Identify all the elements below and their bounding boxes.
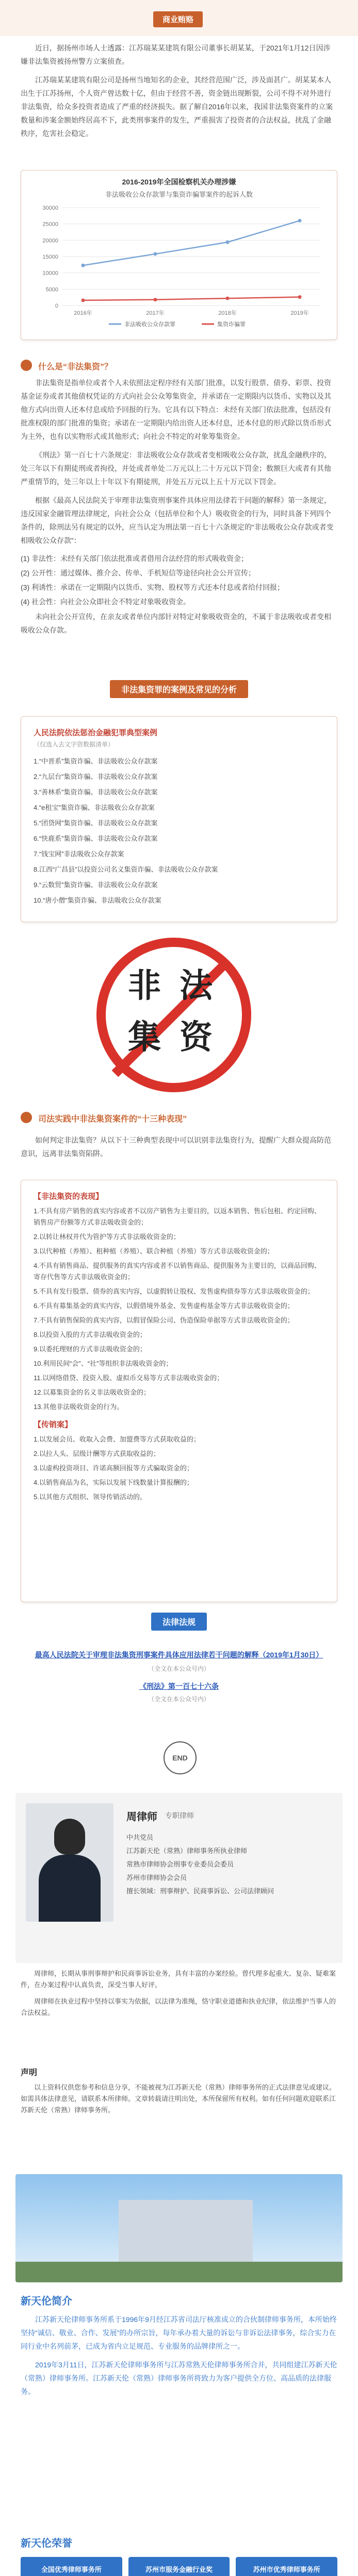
list-item: (3) 利诱性：承诺在一定期限内以货币、实物、股权等方式还本付息或者给付回报； — [21, 583, 284, 591]
bullet-icon — [21, 360, 32, 371]
list-item: 中共党员 — [126, 1834, 154, 1841]
x-tick-label: 2017年 — [146, 310, 165, 316]
list-item: 12.以募集资金的名义非法吸收资金的； — [34, 1388, 151, 1396]
list-item: 4.不具有销售商品、提供服务的真实内容或者不以销售商品、提供服务为主要目的，以商品回购、寄存代售等方式非法吸收资金的； — [34, 1262, 321, 1281]
office-banner — [15, 2174, 343, 2282]
list-item: 9.以委托理财的方式非法吸收资金的； — [34, 1345, 147, 1353]
x-tick-label: 2019年 — [290, 310, 309, 316]
list-item: 1.“中晋系”集资诈骗、非法吸收公众存款案 — [34, 757, 158, 765]
list-item: (4) 社会性：向社会公众即社会不特定对象吸收资金。 — [21, 598, 190, 606]
data-point — [298, 295, 302, 299]
lawyer-bio — [0, 1968, 358, 2066]
law-sub-1: （全文在本公众号内） — [148, 1665, 210, 1672]
series-line — [83, 297, 300, 300]
stamp-chars — [121, 962, 224, 1065]
pyramid-list — [34, 1434, 324, 1503]
bullet-icon — [21, 1112, 32, 1123]
list-item: 10.“唐小僧”集资诈骗、非法吸收公众存款案 — [34, 896, 161, 904]
list-item: 3.以虚构投资项目、许诺高额回报等方式骗取资金的； — [34, 1464, 193, 1472]
list-item: 8.江西“广昌县”以投资公司名义集资诈骗、非法吸收公众存款案 — [34, 866, 218, 873]
lawyer-bio-1: 周律师，长期从事刑事辩护和民商事诉讼业务，具有丰富的办案经验。曾代理多起重大、复杂、疑难案件，在办案过程中认真负责，深受当事人好评。 — [21, 1970, 336, 1989]
section-2-title: 什么是“非法集资”？ — [38, 363, 113, 371]
list-item: 8.以投资入股的方式非法吸收资金的； — [34, 1331, 147, 1338]
s4-para-1: 如何判定非法集资？从以下十三种典型表现中可以识别非法集资行为，提醒广大群众提高防范意识，远离非法集资陷阱。 — [21, 1136, 331, 1158]
stamp-char: 法 — [180, 967, 213, 1004]
x-tick-label: 2018年 — [218, 310, 237, 316]
intro-para-2: 江苏瑞某某建筑有限公司是扬州当地知名的企业，其经营范围广泛，涉及面甚广。胡某某本人出生于江苏扬州，个人资产曾达数十亿，但由于经营不善，资金链出现断裂，公司不得不对外进行非法集资，给众多投资者造成了严重的经济损失。据了解自2016年以来，我国非法集资案件的立案数量和涉案金额始终居高不下，此类刑事案件的发生，严重损害了投资者的合法权益，扰乱了金融秩序，危害社会稳定。 — [21, 76, 333, 138]
about-section — [0, 2293, 358, 2530]
honor-badge: 苏州市优秀律师事务所 — [236, 2557, 337, 2576]
building-icon — [119, 2200, 253, 2267]
list-item: 5.以其他方式组织、领导传销活动的。 — [34, 1493, 147, 1501]
law-link-1[interactable]: 最高人民法院关于审理非法集资刑事案件具体应用法律若干问题的解释（2019年1月30日） — [35, 1651, 323, 1659]
list-item: 2.以拉人头、层级计酬等方式获取收益的； — [34, 1450, 160, 1458]
ground-icon — [15, 2262, 343, 2282]
case-card-sub: （仅选入去文字资数据清单） — [34, 741, 115, 748]
manifestation-list — [34, 1206, 324, 1413]
data-point — [226, 297, 230, 300]
list-item: 4.以销售商品为名，实际以发展下线数量计算报酬的； — [34, 1479, 193, 1486]
s2-list — [21, 552, 337, 608]
law-link-2[interactable]: 《刑法》第一百七十六条 — [139, 1682, 219, 1690]
lawyer-photo — [26, 1803, 113, 1922]
lawyer-title: 专职律师 — [165, 1811, 194, 1820]
list-item: 13.其他非法吸收资金的行为。 — [34, 1403, 124, 1411]
section-3-title: 非法集资罪的案例及常见的分析 — [110, 680, 248, 698]
list-item: 9.“云数贸”集资诈骗、非法吸收公众存款案 — [34, 881, 158, 889]
series-line — [83, 221, 300, 265]
stamp-char: 集 — [128, 1019, 161, 1056]
list-item: 苏州市律师协会会员 — [126, 1874, 187, 1882]
list-item: 10.利用民间“会”、“社”等组织非法吸收资金的； — [34, 1360, 173, 1367]
list-item: 1.以发展会员、收取入会费、加盟费等方式获取收益的； — [34, 1435, 200, 1443]
list-item: 1.不具有房产销售的真实内容或者不以房产销售为主要目的，以返本销售、售后包租、约定回购、销售房产份额等方式非法吸收资金的； — [34, 1207, 321, 1226]
list-item: 5.“团贷网”集资诈骗、非法吸收公众存款案 — [34, 819, 158, 827]
about-para-2: 2019年3月11日，江苏新天伦律师事务所与江苏常熟天伦律师事务所合并，共同组建江苏新天伦（常熟）律师事务所。江苏新天伦（常熟）律师事务所将致力为客户提供全方位、高品质的法律服务。 — [21, 2361, 337, 2396]
prohibition-sign-icon — [96, 938, 251, 1092]
s4-subhead: 【非法集资的表现】 — [34, 1192, 104, 1201]
data-point — [226, 241, 230, 244]
list-item: 6.“快鹿系”集资诈骗、非法吸收公众存款案 — [34, 835, 158, 842]
avatar-head-icon — [54, 1819, 85, 1855]
list-item: 5.不具有发行股票、债券的真实内容，以虚假转让股权、发售虚构债券等方式非法吸收资金的； — [34, 1287, 314, 1295]
list-item: 江苏新天伦（常熟）律师事务所执业律师 — [126, 1847, 248, 1855]
list-item: 4.“e租宝”集资诈骗、非法吸收公众存款案 — [34, 804, 155, 811]
y-tick-label: 20000 — [42, 238, 58, 244]
section-4-title: 司法实践中非法集资案件的“十三种表现” — [38, 1115, 187, 1124]
section-2-title-bar — [21, 355, 337, 376]
s2-para-3: 根据《最高人民法院关于审理非法集资刑事案件具体应用法律若干问题的解释》第一条规定，违反国家金融管理法律规定，向社会公众（包括单位和个人）吸收资金的行为，同时具备下列四个条件的，除刑法另有规定的以外，应当认定为刑法第一百七十六条规定的“非法吸收公众存款或者变相吸收公众存款”： — [21, 496, 334, 545]
x-tick-label: 2016年 — [74, 310, 92, 316]
section-3-header — [0, 680, 358, 711]
avatar-suit-icon — [39, 1855, 101, 1922]
y-tick-label: 10000 — [42, 270, 58, 277]
honor-badge: 全国优秀律师事务所 — [21, 2557, 122, 2576]
section-5-header — [0, 1613, 358, 1643]
data-point — [82, 264, 85, 267]
lawyer-bio-2: 周律师在执业过程中坚持以事实为依据，以法律为准绳，恪守职业道德和执业纪律，依法维护当事人的合法权益。 — [21, 1997, 336, 2016]
section-what-is — [0, 355, 358, 665]
line-chart — [21, 197, 338, 336]
section-4-intro — [0, 1133, 358, 1180]
law-links — [0, 1649, 358, 1726]
case-card — [21, 716, 337, 922]
disclaimer-title: 声明 — [21, 2069, 38, 2077]
list-item: 3.以代种植（养殖）、租种植（养殖）、联合种植（养殖）等方式非法吸收资金的； — [34, 1247, 274, 1255]
intro-section — [0, 41, 358, 165]
list-item: 常熟市律师协会刑事专业委员会委员 — [126, 1860, 234, 1868]
end-label: END — [164, 1741, 197, 1774]
case-card-heading: 人民法院依法惩治金融犯罪典型案例 — [34, 728, 158, 737]
law-sub-2: （全文在本公众号内） — [148, 1696, 210, 1703]
list-item: 2.“九层台”集资诈骗、非法吸收公众存款案 — [34, 773, 158, 781]
case-list — [34, 754, 324, 908]
list-item: 2.以转让林权并代为管护等方式非法吸收资金的； — [34, 1233, 180, 1241]
chart-title: 2016-2019年全国检察机关办理涉嫌 — [122, 178, 236, 186]
list-item: 11.以网络借贷、投资入股、虚拟币交易等方式非法吸收资金的； — [34, 1374, 224, 1382]
y-tick-label: 15000 — [42, 254, 58, 260]
about-para-1: 江苏新天伦律师事务所系于1996年9月经江苏省司法厅核准成立的合伙制律师事务所，本所始终坚持“诚信、敬业、合作、发展”的办所宗旨，每年承办着大量的诉讼与非诉讼法律事务，综合实力在同行业中名列前茅，已成为省内立足规范、专业服务的品牌律所之一。 — [21, 2315, 337, 2350]
s2-para-2: 《刑法》第一百七十六条规定：非法吸收公众存款或者变相吸收公众存款，扰乱金融秩序的，处三年以下有期徒刑或者拘役，并处或者单处二万元以上二十万元以下罚金；数额巨大或者有其他严重情节的，处三年以上十年以下有期徒刑，并处五万元以上五十万元以下罚金。 — [21, 451, 331, 486]
stamp-char: 资 — [180, 1019, 213, 1056]
section-5-title: 法律法规 — [151, 1613, 207, 1631]
honor-grid — [21, 2557, 337, 2576]
list-item: 6.不具有募集基金的真实内容，以假借境外基金、发售虚构基金等方式非法吸收资金的； — [34, 1302, 294, 1310]
legend-label: 集资诈骗罪 — [217, 321, 246, 328]
header-badge: 商业贿赂 — [153, 11, 203, 27]
s2-para-1: 非法集资是指单位或者个人未依照法定程序经有关部门批准，以发行股票、债券、彩票、投资基金证券或者其他债权凭证的方式向社会公众筹集资金，并承诺在一定期限内以货币、实物以及其他方式向出资人还本付息或给予回报的行为。它具有以下特点：未经有关部门依法批准，包括没有批准权限的部门批准的集资；承诺在一定期限内给出资人还本付息，还本付息的形式除以货币形式为主外，也有以实物形式或其他形式；向社会不特定的对象筹集资金。 — [21, 379, 331, 440]
legend-label: 非法吸收公众存款罪 — [124, 321, 175, 328]
honor-badge: 苏州市服务金融行业奖 — [128, 2557, 230, 2576]
lawyer-card — [15, 1793, 343, 1963]
list-item: 7.“钱宝网”非法吸收公众存款案 — [34, 850, 124, 858]
data-point — [154, 252, 157, 256]
list-item: (1) 非法性：未经有关部门依法批准或者借用合法经营的形式吸收资金； — [21, 554, 248, 563]
list-item: 3.“善林系”集资诈骗、非法吸收公众存款案 — [34, 788, 158, 796]
header-band — [0, 0, 358, 36]
y-tick-label: 0 — [55, 303, 58, 309]
y-tick-label: 5000 — [45, 286, 58, 293]
stamp-char: 非 — [128, 967, 161, 1004]
y-tick-label: 30000 — [42, 205, 58, 211]
data-point — [154, 298, 157, 301]
list-item: 7.不具有销售保险的真实内容，以假冒保险公司、伪造保险单据等方式非法吸收资金的； — [34, 1316, 294, 1324]
data-point — [82, 298, 85, 302]
lawyer-name: 周律师 — [126, 1811, 157, 1823]
manifestation-card — [21, 1180, 337, 1602]
data-point — [298, 219, 302, 223]
honors-section — [0, 2535, 358, 2576]
end-mark — [0, 1736, 358, 1783]
section-4-header — [0, 1108, 358, 1128]
list-item: 擅长领域：刑事辩护、民商事诉讼、公司法律顾问 — [126, 1887, 274, 1895]
s2-para-4: 未向社会公开宣传，在亲友或者单位内部针对特定对象吸收资金的，不属于非法吸收或者变相吸收公众存款。 — [21, 613, 331, 634]
lawyer-info-list — [126, 1831, 333, 1898]
y-tick-label: 25000 — [42, 221, 58, 228]
honors-title: 新天伦荣誉 — [21, 2538, 72, 2549]
disclaimer-text: 以上资料仅供您参考和信息分享，不能被视为江苏新天伦（常熟）律师事务所的正式法律意见或建议。如需具体法律意见，请联系本所律师。文章转载请注明出处，本所保留所有权利。如有任何问题欢迎联系江苏新天伦（常熟）律师事务所。 — [21, 2083, 336, 2114]
intro-para-1: 近日，据扬州市场人士透露：江苏瑞某某建筑有限公司董事长胡某某，于2021年1月12日因涉嫌非法集资被扬州警方立案侦查。 — [21, 44, 331, 65]
chart-subtitle: 非法吸收公众存款罪与集资诈骗罪案件的起诉人数 — [105, 191, 253, 198]
disclaimer — [0, 2066, 358, 2169]
s4-subhead-2: 【传销案】 — [34, 1420, 73, 1429]
about-title: 新天伦简介 — [21, 2296, 72, 2307]
stamp-area — [0, 933, 358, 1097]
chart-card — [21, 170, 337, 340]
list-item: (2) 公开性：通过媒体、推介会、传单、手机短信等途径向社会公开宣传； — [21, 569, 255, 577]
